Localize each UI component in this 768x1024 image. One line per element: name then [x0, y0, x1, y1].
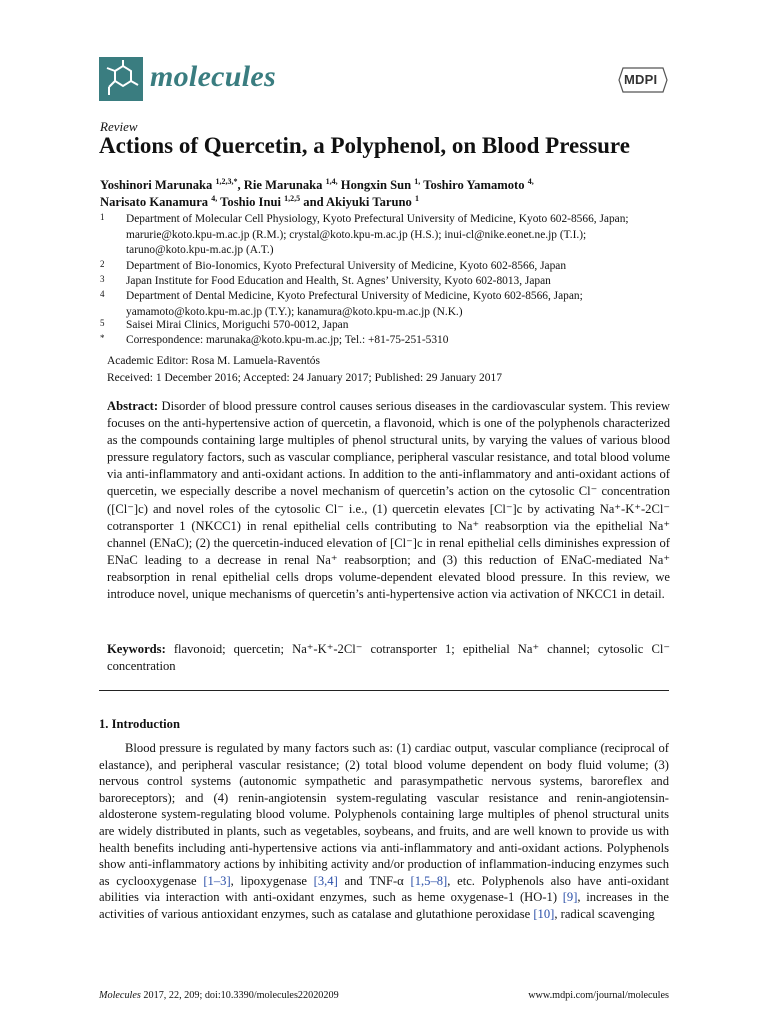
molecule-structure-icon — [99, 57, 143, 101]
introduction-paragraph: Blood pressure is regulated by many factors such as: (1) cardiac output, vascular compliance (reciprocal of elastance), and peripheral vascular resistance; (2) total blood volume dependent on body fluid volume; (3) nervous control systems (autonomic sympathetic and parasympathetic nervous systems, baroreflex and baroreceptors); and (4) renin-angiotensin system-regulating vascular resistance and renin-angiotensin-aldosterone system-regulating blood volume. Polyphenols containing large multiples of phenol structural units are widely distributed in plants, such as vegetables, soybeans, and fruits, and are well known to provide us with health benefits including anti-hypertensive actions via anti-inflammatory and anti-oxidant actions. Polyphenols show anti-inflammatory actions by inhibiting activity and/or production of inflammation-inducing enzymes such as cyclooxygenase [1–3], lipoxygenase [3,4] and TNF-α [1,5–8], etc. Polyphenols also have anti-oxidant abilities via interaction with anti-oxidant enzymes, such as heme oxygenase-1 (HO-1) [9], increases in the activities of various antioxidant enzymes, such as catalase and glutathione peroxidase [10], radical scavenging — [99, 741, 669, 921]
affiliation-1: 1 Department of Molecular Cell Physiology, Kyoto Prefectural University of Medicine, Kyoto 602-8566, Japan; marurie@koto.kpu-m.ac.jp (R.M.); crystal@koto.kpu-m.ac.jp (H.S.); inui-cl@nike.eonet.ne.jp (T.I.); taruno@koto.kpu-m.ac.jp (A.T.) — [100, 212, 629, 256]
keywords-label: Keywords: — [107, 642, 166, 656]
affiliation-5: 5 Saisei Mirai Clinics, Moriguchi 570-0012, Japan — [100, 318, 349, 331]
article-title: Actions of Quercetin, a Polyphenol, on Blood Pressure — [99, 133, 630, 158]
academic-editor: Academic Editor: Rosa M. Lamuela-Raventós — [107, 355, 321, 367]
keywords-text: flavonoid; quercetin; Na⁺-K⁺-2Cl⁻ cotransporter 1; epithelial Na⁺ channel; cytosolic Cl⁻ concentration — [107, 642, 670, 674]
affiliation-2: 2 Department of Bio-Ionomics, Kyoto Prefectural University of Medicine, Kyoto 602-8566, Japan — [100, 259, 567, 272]
footer-citation — [99, 990, 339, 1001]
citation-link[interactable]: [9] — [562, 890, 578, 905]
publisher-logo — [618, 67, 668, 93]
abstract-label: Abstract: — [107, 399, 159, 413]
abstract-text: Disorder of blood pressure control causes serious diseases in the cardiovascular system. This review focuses on the anti-hypertensive action of quercetin, a flavonoid, which is one of the polyphenols characterized as the compounds containing large multiples of phenol structural units, by varying the values of various blood pressure regulatory factors, such as vascular compliance, peripheral vascular resistance, and total blood volume via anti-inflammatory and anti-oxidant actions. In addition to the anti-inflammatory and anti-oxidant actions of quercetin, we especially describe a novel mechanism of quercetin’s action on the cytosolic Cl⁻ concentration ([Cl⁻]c) and novel roles of the cytosolic Cl⁻ i.e., (1) quercetin elevates [Cl⁻]c by activating Na⁺-K⁺-2Cl⁻ cotransporter 1 (NKCC1) in renal epithelial cells contributing to Na⁺ reabsorption via the epithelial Na⁺ channel (ENaC); (2) the quercetin-induced elevation of [Cl⁻]c in renal epithelial cells diminishes expression of ENaC leading to a decrease in renal Na⁺ reabsorption; and (3) this reduction of ENaC-mediated Na⁺ reabsorption in renal epithelial cells drops volume-dependent elevated blood pressure. In this review, we introduce novel, unique mechanisms of quercetin’s anti-hypertensive action via activation of NKCC1 in detail. — [107, 399, 670, 602]
citation-link[interactable]: [1,5–8] — [410, 873, 448, 888]
footer-url[interactable]: www.mdpi.com/journal/molecules — [528, 990, 669, 1001]
article-type: Review — [100, 119, 138, 134]
publication-dates: Received: 1 December 2016; Accepted: 24 January 2017; Published: 29 January 2017 — [107, 372, 503, 384]
author-line: Narisato Kanamura $^{4,}$ Toshio Inui $^{1,2,5}$ and Akiyuki Taruno $^1$ — [100, 193, 419, 209]
keywords — [107, 641, 670, 675]
correspondence: * Correspondence: marunaka@koto.kpu-m.ac.jp; Tel.: +81-75-251-5310 — [100, 333, 449, 346]
footer-doi: 2017, 22, 209; doi:10.3390/molecules22020209 — [143, 990, 339, 1001]
author-list — [100, 177, 680, 211]
affiliation-4: 4 Department of Dental Medicine, Kyoto Prefectural University of Medicine, Kyoto 602-8566, Japan; yamamoto@koto.kpu-m.ac.jp (T.Y.); kanamura@koto.kpu-m.ac.jp (N.K.) — [100, 289, 583, 318]
divider — [99, 690, 669, 691]
section-heading: 1. Introduction — [99, 717, 180, 731]
abstract — [107, 398, 670, 603]
citation-link[interactable]: [10] — [533, 906, 555, 921]
publisher-name: MDPI — [624, 72, 658, 87]
citation-link[interactable]: [3,4] — [313, 873, 338, 888]
journal-name: molecules — [150, 60, 277, 93]
citation-link[interactable]: [1–3] — [203, 873, 231, 888]
author-line: Yoshinori Marunaka $^{1,2,3,*}$, Rie Marunaka $^{1,4,}$ Hongxin Sun $^{1,}$ Toshiro Yamamoto $^{4,}$ — [100, 176, 534, 192]
affiliation-3: 3 Japan Institute for Food Education and Health, St. Agnes’ University, Kyoto 602-8013, Japan — [100, 274, 551, 287]
footer-journal: Molecules — [99, 990, 141, 1001]
